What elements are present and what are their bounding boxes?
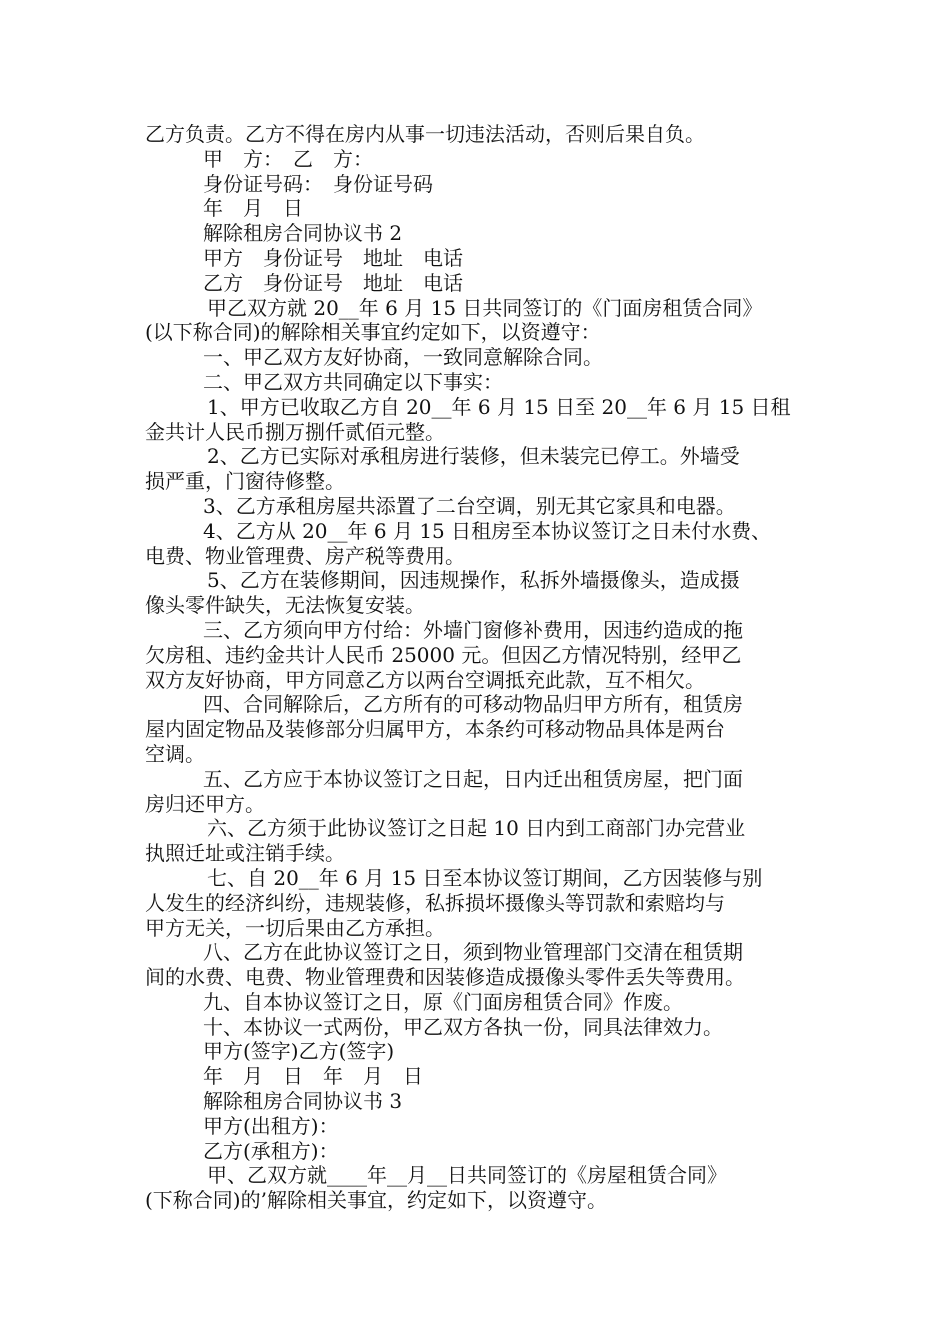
text-line: 执照迁址或注销手续。 (145, 841, 345, 866)
text-line: 四、合同解除后，乙方所有的可移动物品归甲方所有，租赁房 (203, 692, 743, 717)
text-line: (下称合同)的’解除相关事宜，约定如下，以资遵守。 (145, 1188, 607, 1213)
text-line: 十、本协议一式两份，甲乙双方各执一份，同具法律效力。 (203, 1014, 723, 1039)
text-line: 屋内固定物品及装修部分归属甲方，本条约可移动物品具体是两台 (145, 717, 725, 742)
text-line: 一、甲乙双方友好协商，一致同意解除合同。 (203, 345, 603, 370)
text-line: 九、自本协议签订之日，原《门面房租赁合同》作废。 (203, 989, 683, 1014)
text-line: 像头零件缺失，无法恢复安装。 (145, 593, 425, 618)
text-line: 4、乙方从 20__年 6 月 15 日租房至本协议签订之日未付水费、 (203, 518, 772, 543)
text-line: 房归还甲方。 (145, 791, 265, 816)
text-line: 七、自 20__年 6 月 15 日至本协议签订期间，乙方因装修与别 (207, 865, 763, 890)
text-line: 甲方无关，一切后果由乙方承担。 (145, 915, 445, 940)
text-line: 六、乙方须于此协议签订之日起 10 日内到工商部门办完营业 (207, 816, 746, 841)
text-line: 乙方负责。乙方不得在房内从事一切违法活动，否则后果自负。 (145, 122, 705, 146)
text-line: 年 月 日 (203, 196, 303, 221)
text-line: 甲 方： 乙 方： (203, 146, 373, 171)
text-line: 二、甲乙双方共同确定以下事实： (203, 369, 503, 394)
text-line: 损严重，门窗待修整。 (145, 469, 345, 494)
text-line: (以下称合同)的解除相关事宜约定如下，以资遵守： (145, 320, 601, 345)
text-line: 八、乙方在此协议签订之日，须到物业管理部门交清在租赁期 (203, 940, 743, 965)
text-line: 解除租房合同协议书 3 (203, 1089, 403, 1114)
document-body (145, 122, 805, 1213)
text-line: 甲方(签字)乙方(签字) (203, 1039, 395, 1064)
text-line: 身份证号码： 身份证号码 (203, 171, 433, 196)
text-line: 3、乙方承租房屋共添置了二台空调，别无其它家具和电器。 (203, 493, 736, 518)
text-line: 五、乙方应于本协议签订之日起，日内迁出租赁房屋，把门面 (203, 766, 743, 791)
text-line: 甲、乙双方就____年__月__日共同签订的《房屋租赁合同》 (207, 1163, 727, 1188)
text-line: 金共计人民币捌万捌仟贰佰元整。 (145, 419, 445, 444)
text-line: 甲方 身份证号 地址 电话 (203, 245, 463, 270)
text-line: 空调。 (145, 741, 205, 766)
text-line: 甲方(出租方)： (203, 1113, 339, 1138)
text-line: 乙方(承租方)： (203, 1138, 339, 1163)
text-line: 年 月 日 年 月 日 (203, 1064, 423, 1089)
text-line: 欠房租、违约金共计人民币 25000 元。但因乙方情况特别，经甲乙 (145, 642, 742, 667)
text-line: 解除租房合同协议书 2 (203, 221, 403, 246)
text-line: 乙方 身份证号 地址 电话 (203, 270, 463, 295)
text-line: 电费、物业管理费、房产税等费用。 (145, 543, 465, 568)
text-line: 人发生的经济纠纷，违规装修，私拆损坏摄像头等罚款和索赔均与 (145, 890, 725, 915)
text-line: 三、乙方须向甲方付给：外墙门窗修补费用，因违约造成的拖 (203, 617, 743, 642)
text-line: 间的水费、电费、物业管理费和因装修造成摄像头零件丢失等费用。 (145, 965, 745, 990)
text-line: 2、乙方已实际对承租房进行装修，但未装完已停工。外墙受 (207, 444, 740, 469)
text-line: 双方友好协商，甲方同意乙方以两台空调抵充此款，互不相欠。 (145, 667, 705, 692)
text-line: 甲乙双方就 20__年 6 月 15 日共同签订的《门面房租赁合同》 (207, 295, 763, 320)
text-line: 5、乙方在装修期间，因违规操作，私拆外墙摄像头，造成摄 (207, 568, 740, 593)
text-line: 1、甲方已收取乙方自 20__年 6 月 15 日至 20__年 6 月 15 日租 (207, 394, 791, 419)
